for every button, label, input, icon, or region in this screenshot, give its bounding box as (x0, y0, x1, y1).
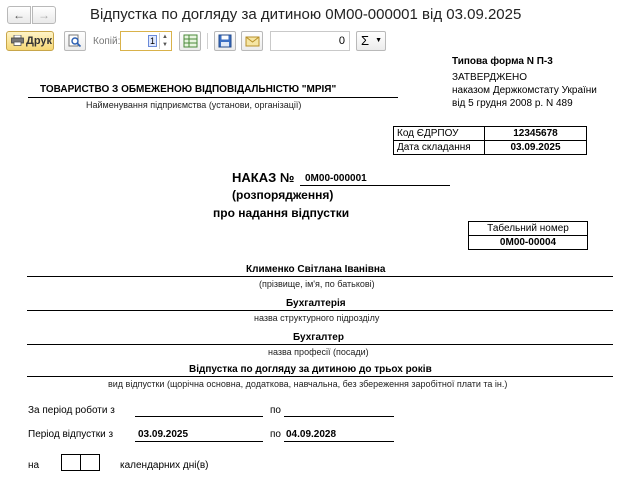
order-subtitle: (розпорядження) (232, 188, 334, 202)
department-underline (27, 310, 613, 311)
forward-button[interactable] (32, 6, 56, 24)
printer-icon (11, 35, 24, 46)
company-name: ТОВАРИСТВО З ОБМЕЖЕНОЮ ВІДПОВІДАЛЬНІСТЮ "МРІЯ" (40, 84, 337, 95)
spin-arrows-icon[interactable]: ▲ ▼ (159, 33, 170, 49)
order-number: 0М00-000001 (305, 173, 367, 184)
work-period-label: За період роботи з (28, 405, 115, 416)
date-label: Дата складання (393, 140, 485, 155)
work-period-to-label: по (270, 405, 281, 416)
date-value: 03.09.2025 (484, 140, 587, 155)
approved-date: від 5 грудня 2008 р. N 489 (452, 98, 573, 109)
leave-type: Відпустка по догляду за дитиною до трьох років (189, 364, 432, 375)
leave-from-underline (135, 441, 263, 442)
envelope-icon (245, 34, 260, 48)
edrpou-value: 12345678 (484, 126, 587, 141)
leave-type-underline (27, 376, 613, 377)
arrow-right-icon: → (38, 8, 50, 22)
window-title: Відпустка по догляду за дитиною 0М00-000001 від 03.09.2025 (90, 6, 522, 23)
copies-value[interactable]: 1 (149, 36, 155, 46)
floppy-disk-icon (218, 34, 232, 48)
print-button[interactable] (6, 31, 54, 51)
work-period-from-underline (135, 416, 263, 417)
order-label: НАКАЗ № (232, 170, 295, 185)
form-name: Типова форма N П-3 (452, 56, 553, 67)
company-underline (28, 97, 398, 98)
email-button[interactable] (241, 31, 263, 51)
arrow-left-icon: ← (13, 8, 25, 22)
approved-text: ЗАТВЕРДЖЕНО (452, 72, 528, 83)
approved-by: наказом Держкомстату України (452, 85, 597, 96)
position-caption: назва професії (посади) (268, 347, 369, 357)
days-label: календарних дні(в) (120, 460, 209, 471)
tab-number-value: 0М00-00004 (468, 235, 588, 250)
settings-button[interactable] (179, 31, 201, 51)
table-settings-icon (183, 34, 198, 48)
employee-underline (27, 276, 613, 277)
tab-number-label: Табельний номер (468, 221, 588, 236)
leave-to-date: 04.09.2028 (286, 429, 337, 440)
days-box-tens (61, 454, 81, 471)
toolbar (0, 28, 633, 54)
sum-button[interactable] (356, 31, 386, 51)
on-label: на (28, 460, 40, 471)
window-titlebar (0, 0, 633, 28)
position-name: Бухгалтер (293, 332, 344, 343)
preview-button[interactable] (64, 31, 86, 51)
document-sheet (0, 55, 633, 480)
back-button[interactable] (7, 6, 31, 24)
magnifier-icon (68, 34, 82, 48)
days-box-units (80, 454, 100, 471)
edrpou-label: Код ЄДРПОУ (393, 126, 485, 141)
print-label: Друк (26, 35, 53, 47)
department-caption: назва структурного підрозділу (254, 313, 380, 323)
company-caption: Найменування підприємства (установи, організації) (86, 100, 302, 110)
work-period-to-underline (284, 416, 394, 417)
sum-value-field[interactable]: 0 (270, 31, 350, 51)
sigma-icon: Σ (361, 33, 370, 48)
leave-from-date: 03.09.2025 (138, 429, 189, 440)
save-button[interactable] (214, 31, 236, 51)
dropdown-arrow-icon: ▼ (375, 37, 382, 44)
order-topic: про надання відпустки (213, 206, 350, 220)
department-name: Бухгалтерія (286, 298, 346, 309)
copies-label: Копій: (93, 36, 121, 47)
order-number-underline (300, 185, 450, 186)
leave-type-caption: вид відпустки (щорічна основна, додаткова, навчальна, без збереження заробітної плати та ін.) (108, 379, 508, 389)
employee-caption: (прізвище, ім'я, по батькові) (259, 279, 375, 289)
leave-period-label: Період відпустки з (28, 429, 114, 440)
toolbar-divider (207, 33, 208, 49)
position-underline (27, 344, 613, 345)
copies-stepper[interactable] (120, 31, 172, 51)
leave-to-label: по (270, 429, 281, 440)
employee-name: Клименко Світлана Іванівна (246, 264, 386, 275)
leave-to-underline (284, 441, 394, 442)
